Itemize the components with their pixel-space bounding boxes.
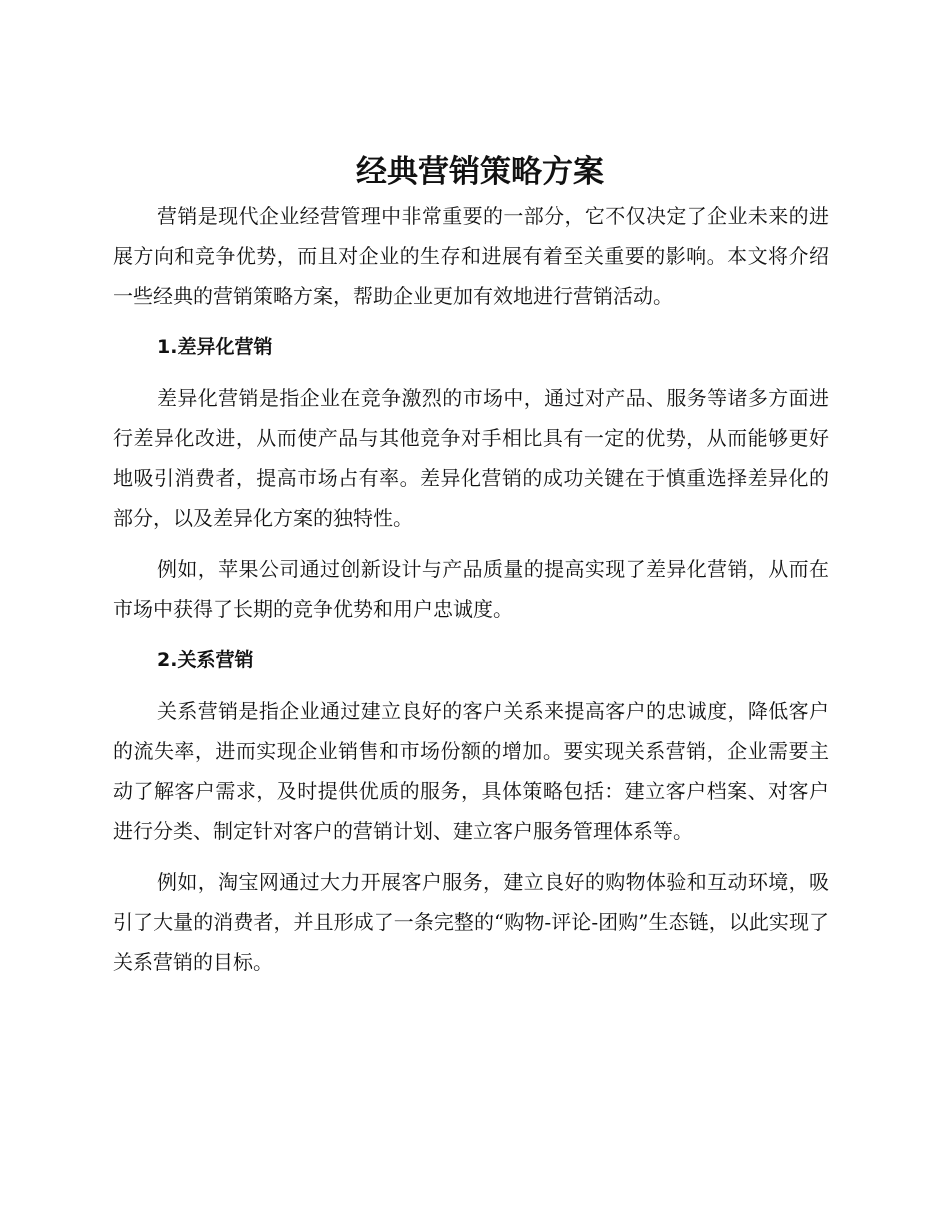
document-page (113, 148, 829, 993)
intro-paragraph: 营销是现代企业经营管理中非常重要的一部分，它不仅决定了企业未来的进展方向和竞争优势，而且对企业的生存和进展有着至关重要的影响。本文将介绍一些经典的营销策略方案，帮助企业更加有效地进行营销活动。 (113, 204, 829, 308)
document-title: 经典营销策略方案 (356, 154, 604, 190)
section-differentiation (113, 327, 829, 629)
section-paragraph: 例如，苹果公司通过创新设计与产品质量的提高实现了差异化营销，从而在市场中获得了长期的竞争优势和用户忠诚度。 (113, 557, 829, 621)
section-heading: 1.差异化营销 (157, 336, 273, 358)
section-paragraph: 例如，淘宝网通过大力开展客户服务，建立良好的购物体验和互动环境，吸引了大量的消费者，并且形成了一条完整的“购物-评论-团购”生态链，以此实现了关系营销的目标。 (113, 870, 829, 974)
section-paragraph: 差异化营销是指企业在竞争激烈的市场中，通过对产品、服务等诸多方面进行差异化改进，从而使产品与其他竞争对手相比具有一定的优势，从而能够更好地吸引消费者，提高市场占有率。差异化营销的成功关键在于慎重选择差异化的部分，以及差异化方案的独特性。 (113, 386, 829, 530)
section-relationship (113, 640, 829, 982)
section-paragraph: 关系营销是指企业通过建立良好的客户关系来提高客户的忠诚度，降低客户的流失率，进而实现企业销售和市场份额的增加。要实现关系营销，企业需要主动了解客户需求，及时提供优质的服务，具体策略包括：建立客户档案、对客户进行分类、制定针对客户的营销计划、建立客户服务管理体系等。 (113, 699, 829, 843)
section-heading: 2.关系营销 (157, 649, 254, 671)
